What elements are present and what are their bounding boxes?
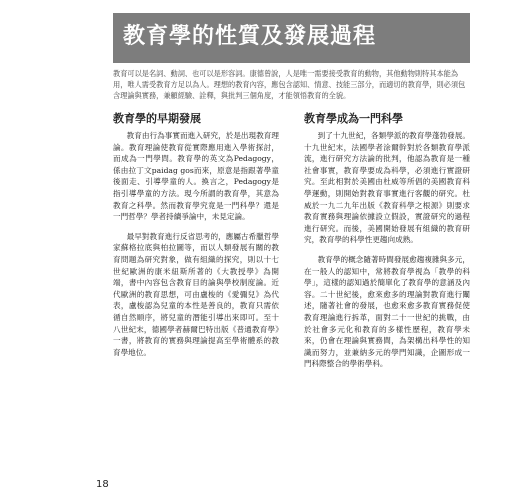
right-paragraph-2: 教育學的概念隨著時間發展愈趨複雜與多元，在一般人的認知中，常將教育學視為「教學的科學」，這樣的認知過於簡單化了教育學的意涵及內容。二十世紀後，愈來愈多的理論對教育進行闡述，隨著社會的發展，也愈來愈多教育實務促使教育理論進行拆革，面對二十一世紀的挑戰，由於社會多元化和教育的多樣性歷程，教育學未來，仍會在理論與實務間，為架構出科學性的知識而努力，並兼納多元的學門知識，企圖形成一門科際整合的學術學科。 <box>304 254 470 369</box>
intro-text <box>113 68 470 101</box>
left-paragraph-1: 教育由行為事實而進入研究，於是出現教育理論。教育理論使教育從實際應用進入學術探討，而成為一門學問。教育學的英文為Pedagogy，係由拉丁文paidag gos而來，原意是指跟著學童後面走、引導學童的人。換言之，Pedagogy是指引導學童的方法。現今所謂的教育學，其意為教育之科學。然而教育學究竟是一門科學？還是一門哲學？學者持續爭論中，未見定論。 <box>113 131 279 222</box>
left-column <box>113 110 279 366</box>
left-heading: 教育學的早期發展 <box>113 112 201 125</box>
title-banner <box>113 13 470 63</box>
right-heading: 教育學成為一門科學 <box>304 112 403 125</box>
page-number: 18 <box>96 479 109 490</box>
left-paragraph-2: 最早對教育進行反省思考的，應屬古希臘哲學家蘇格拉底與柏拉圖等，而以人類發展有關的教育問題為研究對象，做有組織的探究，則以十七世紀歐洲的康米紐斯所著的《大教授學》為開端，書中內容包含教育目的論與學校制度論。近代歐洲的教育思想，可由盧梭的《愛彌兒》為代表，盧梭認為兒童的本性是善良的，教育只需依循自然順序，將兒童的潛能引導出來即可。至十八世紀末，德國學者赫爾巴特出版《普通教育學》一書，將教育的實務與理論提高至學術體系的教育學地位。 <box>113 231 279 357</box>
right-paragraph-1: 到了十九世紀，各類學派的教育學蓬勃發展。十九世紀末，法國學者涂爾幹對於各類教育學派流，進行研究方法論的批判，他認為教育是一種社會事實，教育學要成為科學，必須進行實證研究。至此相對於美國由杜威等所倡的美國教育科學運動，則開始對教育事實進行客觀的研究。杜威於一九二九年出版《教育科學之根源》則要求教育實務與理論依據設立假設，實證研究的過程進行研究。而後，美國開始發展有組織的教育研究，教育學的科學性更趨向成熟。 <box>304 131 470 245</box>
right-column <box>304 110 470 378</box>
page-title: 教育學的性質及發展過程 <box>123 24 377 49</box>
intro-paragraph: 教育可以是名詞、動詞、也可以是形容詞。康德曾說，人是唯一需要接受教育的動物，其他動物則特其本能為用，唯人需受教育方足以為人。理想的教育內容，應包含認知、情意、技能三部分，而適切的教育學，則必須包含理論與實務，兼顧經驗、詮釋，與批判三個角度，才能領悟教育的全貌。 <box>113 69 466 100</box>
